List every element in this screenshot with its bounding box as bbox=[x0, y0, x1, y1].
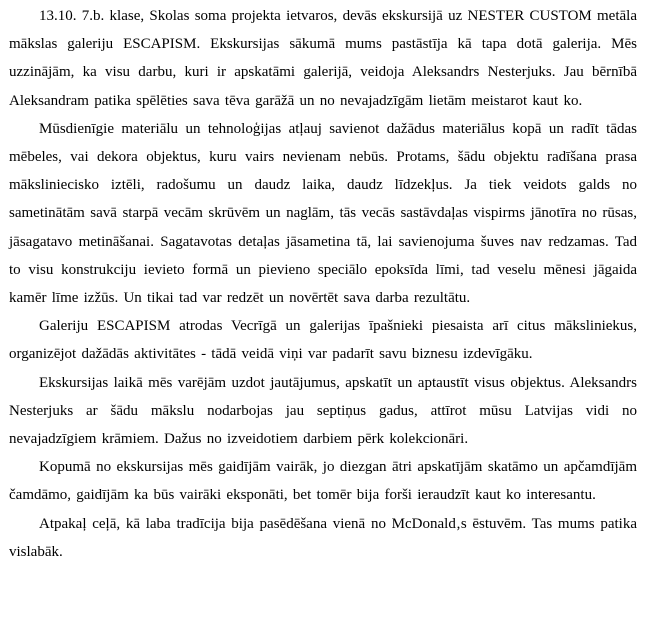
paragraph-return-trip: Atpakaļ ceļā, kā laba tradīcija bija pasēdēšana vienā no McDonald‚s ēstuvēm. Tas mums patika vislabāk. bbox=[9, 515, 637, 560]
paragraph-questions-objects: Ekskursijas laikā mēs varējām uzdot jautājumus, apskatīt un aptaustīt visus objektus. Aleksandrs Nesterjuks ar šādu mākslu nodarbojas jau septiņus gadus, attīrot mūsu Latvijas vidi no nevajadzīgiem krāmiem. Dažus no izveidotiem darbiem pērk kolekcionāri. bbox=[9, 374, 637, 448]
paragraph-excursion-intro: 13.10. 7.b. klase, Skolas soma projekta ietvaros, devās ekskursijā uz NESTER CUSTOM metāla mākslas galeriju ESCAPISM. Ekskursijas sākumā mums pastāstīja kā tapa dotā galerija. Mēs uzzinājām, ka visu darbu, kuri ir apskatāmi galerijā, veidoja Aleksandrs Nesterjuks. Jau bērnībā Aleksandram patika spēlēties sava tēva garāžā un no nevajadzīgām lietām meistarot kaut ko. bbox=[9, 8, 637, 109]
paragraph-expectations: Kopumā no ekskursijas mēs gaidījām vairāk, jo diezgan ātri apskatījām skatāmo un apčamdījām čamdāmo, gaidījām ka būs vairāki eksponāti, bet tomēr bija forši ieraudzīt kaut ko interesantu. bbox=[9, 459, 637, 504]
paragraph-materials-technology: Mūsdienīgie materiālu un tehnoloģijas atļauj savienot dažādus materiālus kopā un radīt tādas mēbeles, vai dekora objektus, kuru vairs nevienam nebūs. Protams, šādu objektu radīšana prasa māksliniecisko iztēli, radošumu un daudz laika, daudz līdzekļus. Ja tiek veidots galds no sametinātām savā starpā vecām skrūvēm un naglām, tās vecās sastāvdaļas vispirms jānotīra no rūsas, jāsagatavo metināšanai. Sagatavotas detaļas jāsametina tā, lai savienojuma šuves nav redzamas. Tad to visu konstrukciju ievieto formā un pievieno speciālo epoksīda līmi, tad veselu mēnesi jāgaida kamēr līme izžūs. Un tikai tad var redzēt un novērtēt sava darba rezultātu. bbox=[9, 120, 637, 307]
paragraph-gallery-location: Galeriju ESCAPISM atrodas Vecrīgā un galerijas īpašnieki piesaista arī citus māksliniekus, organizējot dažādās aktivitātes - tādā veidā viņi var padarīt savu biznesu izdevīgāku. bbox=[9, 318, 637, 363]
